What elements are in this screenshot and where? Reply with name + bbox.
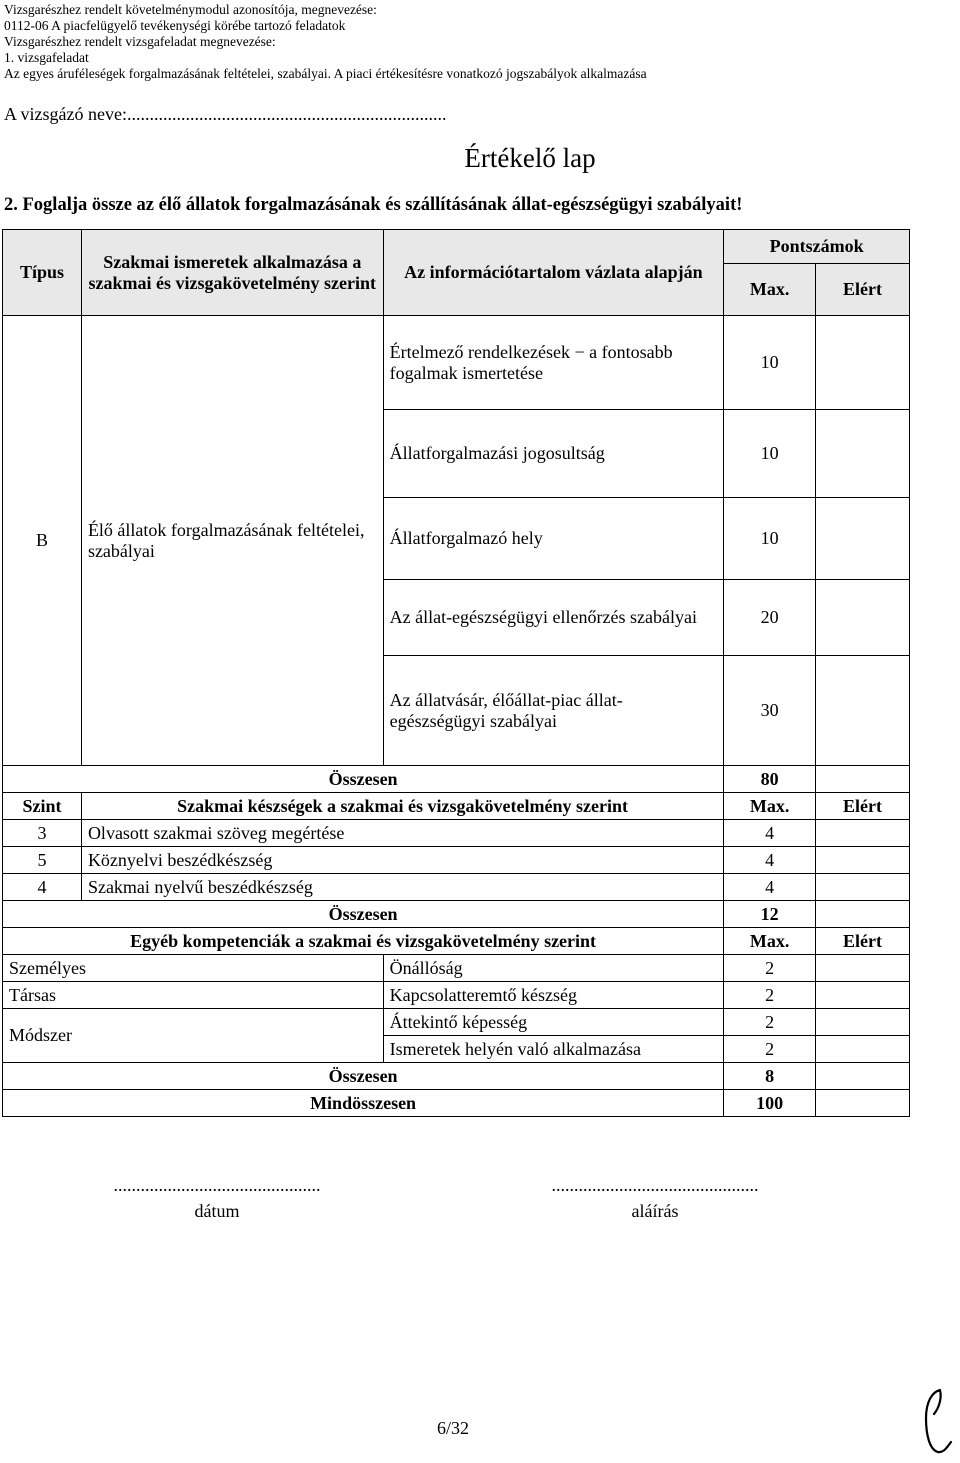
- other-category: Módszer: [3, 1009, 384, 1063]
- other-category: Társas: [3, 982, 384, 1009]
- type-value: B: [3, 316, 82, 766]
- task-statement: 2. Foglalja össze az élő állatok forgalmazásának és szállításának állat-egészségügyi szabályait!: [4, 195, 743, 215]
- skill-level: 4: [3, 874, 82, 901]
- grand-total-max: 100: [724, 1090, 816, 1117]
- item-achieved: [816, 498, 910, 580]
- total-knowledge-achieved: [816, 766, 910, 793]
- header-task-number: 1. vizsgafeladat: [4, 50, 89, 65]
- date-signature-block: [82, 1172, 352, 1224]
- grand-total-achieved: [816, 1090, 910, 1117]
- other-max: 2: [724, 982, 816, 1009]
- skill-level: 3: [3, 820, 82, 847]
- skill-level: 5: [3, 847, 82, 874]
- signature-dots: ..............................................: [551, 1175, 759, 1195]
- item-label: Értelmező rendelkezések − a fontosabb fogalmak ismertetése: [383, 316, 724, 410]
- page-number: 6/32: [436, 1418, 469, 1438]
- other-max: 2: [724, 955, 816, 982]
- evaluation-table: [2, 229, 910, 1117]
- total-skills-max: 12: [724, 901, 816, 928]
- skill-max: 4: [724, 820, 816, 847]
- other-skill: Önállóság: [383, 955, 724, 982]
- page-title: Értékelő lap: [464, 143, 596, 173]
- skill-achieved: [816, 874, 910, 901]
- header-module-label: Vizsgarészhez rendelt követelménymodul azonosítója, megnevezése:: [4, 2, 377, 17]
- col-head-points: Pontszámok: [724, 230, 910, 264]
- item-label: Állatforgalmazási jogosultság: [383, 410, 724, 498]
- other-category: Személyes: [3, 955, 384, 982]
- item-max: 20: [724, 580, 816, 656]
- col-head-knowledge: Szakmai ismeretek alkalmazása a szakmai és vizsgakövetelmény szerint: [81, 230, 383, 316]
- other-achieved: [816, 1009, 910, 1036]
- total-knowledge-label: Összesen: [3, 766, 724, 793]
- total-other-label: Összesen: [3, 1063, 724, 1090]
- total-other-max: 8: [724, 1063, 816, 1090]
- skill-achieved: [816, 847, 910, 874]
- other-achieved: [816, 982, 910, 1009]
- item-max: 10: [724, 498, 816, 580]
- other-skill: Ismeretek helyén való alkalmazása: [383, 1036, 724, 1063]
- item-max: 10: [724, 316, 816, 410]
- total-other-achieved: [816, 1063, 910, 1090]
- other-head-achieved: Elért: [816, 928, 910, 955]
- item-label: Állatforgalmazó hely: [383, 498, 724, 580]
- total-knowledge-max: 80: [724, 766, 816, 793]
- col-head-achieved: Elért: [816, 264, 910, 316]
- date-label: dátum: [194, 1201, 240, 1221]
- skill-max: 4: [724, 847, 816, 874]
- skill-label: Köznyelvi beszédkészség: [81, 847, 723, 874]
- date-dots: ..............................................: [113, 1175, 321, 1195]
- item-max: 10: [724, 410, 816, 498]
- col-head-max: Max.: [724, 264, 816, 316]
- other-max: 2: [724, 1009, 816, 1036]
- item-achieved: [816, 316, 910, 410]
- skills-head-max: Max.: [724, 793, 816, 820]
- header-task-value: Az egyes áruféleségek forgalmazásának feltételei, szabályai. A piaci értékesítésre vonatkozó jogszabályok alkalmazása: [4, 66, 647, 81]
- knowledge-value: Élő állatok forgalmazásának feltételei, szabályai: [81, 316, 383, 766]
- skill-label: Szakmai nyelvű beszédkészség: [81, 874, 723, 901]
- other-skill: Kapcsolatteremtő készség: [383, 982, 724, 1009]
- signature-label: aláírás: [631, 1201, 679, 1221]
- skill-achieved: [816, 820, 910, 847]
- other-achieved: [816, 955, 910, 982]
- skills-head-achieved: Elért: [816, 793, 910, 820]
- item-label: Az állatvásár, élőállat-piac állat-egészségügyi szabályai: [383, 656, 724, 766]
- handwritten-mark-icon: [918, 1386, 958, 1458]
- skill-label: Olvasott szakmai szöveg megértése: [81, 820, 723, 847]
- item-achieved: [816, 580, 910, 656]
- item-achieved: [816, 410, 910, 498]
- other-achieved: [816, 1036, 910, 1063]
- header-task-label: Vizsgarészhez rendelt vizsgafeladat megnevezése:: [4, 34, 276, 49]
- grand-total-label: Mindösszesen: [3, 1090, 724, 1117]
- header-module-value: 0112-06 A piacfelügyelő tevékenységi körébe tartozó feladatok: [4, 18, 346, 33]
- skill-max: 4: [724, 874, 816, 901]
- total-skills-achieved: [816, 901, 910, 928]
- col-head-outline: Az információtartalom vázlata alapján: [383, 230, 724, 316]
- signature-block: [520, 1172, 790, 1224]
- other-skill: Áttekintő képesség: [383, 1009, 724, 1036]
- other-max: 2: [724, 1036, 816, 1063]
- item-achieved: [816, 656, 910, 766]
- other-head-label: Egyéb kompetenciák a szakmai és vizsgakövetelmény szerint: [3, 928, 724, 955]
- skills-head-label: Szakmai készségek a szakmai és vizsgakövetelmény szerint: [81, 793, 723, 820]
- item-max: 30: [724, 656, 816, 766]
- col-head-type: Típus: [3, 230, 82, 316]
- skills-head-level: Szint: [3, 793, 82, 820]
- other-head-max: Max.: [724, 928, 816, 955]
- candidate-name-line: A vizsgázó neve:.......................................................................: [4, 104, 447, 124]
- total-skills-label: Összesen: [3, 901, 724, 928]
- item-label: Az állat-egészségügyi ellenőrzés szabályai: [383, 580, 724, 656]
